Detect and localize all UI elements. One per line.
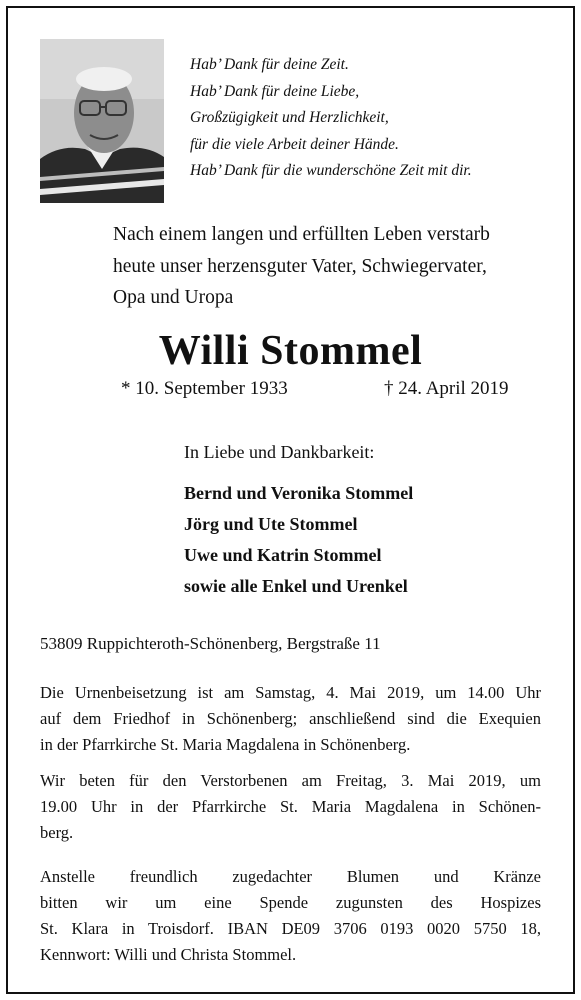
poem [190,52,550,185]
paragraph-line: Kennwort: Willi und Christa Stommel. [40,945,297,964]
paragraph-line: Die Urnenbeisetzung ist am Samstag, 4. Mai 2019, um 14.00 Uhr [40,683,541,702]
thanks-heading: In Liebe und Dankbarkeit: [184,442,375,462]
poem-line: Hab’ Dank für deine Zeit. [190,56,349,73]
paragraph-line: bitten wir um eine Spende zugunsten des Hospizes [40,893,541,912]
poem-line: für die viele Arbeit deiner Hände. [190,135,399,153]
intro-line: heute unser herzensguter Vater, Schwiegervater, [113,255,487,277]
donation-info-paragraph [40,864,541,968]
paragraph-line: Wir beten für den Verstorbenen am Freitag, 3. Mai 2019, um [40,771,541,790]
portrait-illustration [40,39,164,203]
family-member: Uwe und Katrin Stommel [184,545,382,565]
intro-text [113,219,543,314]
paragraph-line: 19.00 Uhr in der Pfarrkirche St. Maria Magdalena in Schönen- [40,797,541,816]
family-member: Jörg und Ute Stommel [184,514,358,534]
paragraph-line: Anstelle freundlich zugedachter Blumen und Kränze [40,867,541,886]
deceased-name: Willi Stommel [158,328,423,374]
poem-line: Hab’ Dank für die wunderschöne Zeit mit dir. [190,162,472,179]
family-member: Bernd und Veronika Stommel [184,483,414,503]
birth-date: * 10. September 1933 [121,378,288,399]
death-date: † 24. April 2019 [384,378,509,399]
paragraph-line: auf dem Friedhof in Schönenberg; anschließend sind die Exequien [40,709,541,728]
address: 53809 Ruppichteroth-Schönenberg, Bergstraße 11 [40,634,381,653]
poem-line: Großzügigkeit und Herzlichkeit, [190,109,389,126]
poem-line: Hab’ Dank für deine Liebe, [190,82,360,100]
prayer-info-paragraph [40,768,541,846]
funeral-info-paragraph [40,680,541,758]
paragraph-line: berg. [40,823,74,842]
paragraph-line: St. Klara in Troisdorf. IBAN DE09 3706 0193 0020 5750 18, [40,919,541,938]
intro-line: Opa und Uropa [113,287,234,308]
family-member: sowie alle Enkel und Urenkel [184,576,408,596]
intro-line: Nach einem langen und erfüllten Leben verstarb [113,224,490,245]
portrait-photo [40,39,164,203]
family-list [184,478,413,602]
paragraph-line: in der Pfarrkirche St. Maria Magdalena in Schönenberg. [40,735,411,754]
